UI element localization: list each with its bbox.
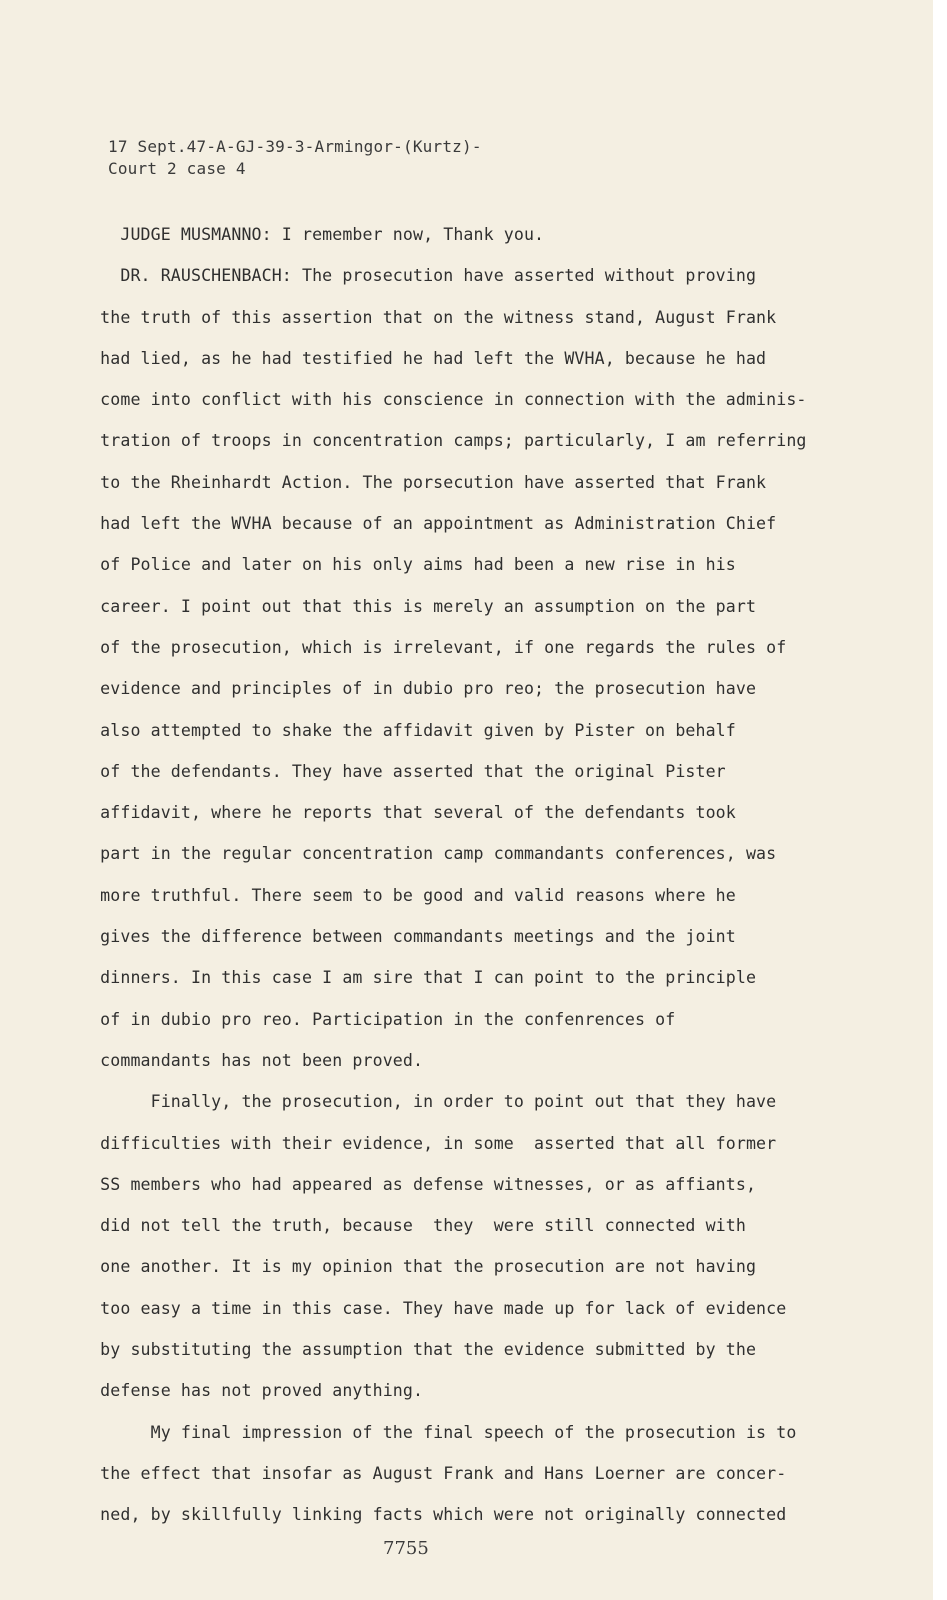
text-line: of in dubio pro reo. Participation in the confenrences of [80,1009,676,1029]
text-line: more truthful. There seem to be good and valid reasons where he [80,885,736,905]
text-line: commandants has not been proved. [80,1050,424,1070]
text-line: My final impression of the final speech of the prosecution is to [80,1422,797,1442]
text-line: had left the WVHA because of an appointment as Administration Chief [80,514,777,534]
transcript-body [80,214,840,1536]
text-line: evidence and principles of in dubio pro reo; the prosecution have [80,679,757,699]
text-line: come into conflict with his conscience in connection with the adminis- [80,390,807,410]
text-line: the truth of this assertion that on the witness stand, August Frank [80,307,777,327]
text-line: difficulties with their evidence, in some asserted that all former [80,1133,777,1153]
page-number: 7755 [383,1538,429,1559]
text-line: gives the difference between commandants meetings and the joint [80,927,736,947]
text-line: dinners. In this case I am sire that I can point to the principle [80,968,757,988]
text-line: tration of troops in concentration camps; particularly, I am referring [80,431,807,451]
text-line: affidavit, where he reports that several of the defendants took [80,803,736,823]
text-line: SS members who had appeared as defense witnesses, or as affiants, [80,1174,757,1194]
text-line: part in the regular concentration camp commandants conferences, was [80,844,777,864]
text-line: ned, by skillfully linking facts which were not originally connected [80,1505,787,1525]
text-line: of the prosecution, which is irrelevant, if one regards the rules of [80,637,787,657]
text-line: of Police and later on his only aims had been a new rise in his [80,555,736,575]
page-edge [933,0,947,1600]
text-line: career. I point out that this is merely an assumption on the part [80,596,757,616]
text-line: JUDGE MUSMANNO: I remember now, Thank you. [80,225,545,244]
text-line: DR. RAUSCHENBACH: The prosecution have asserted without proving [80,266,757,286]
document-header [108,136,482,180]
text-line: did not tell the truth, because they were still connected with [80,1216,746,1236]
text-line: to the Rheinhardt Action. The porsecution have asserted that Frank [80,472,767,492]
text-line: also attempted to shake the affidavit given by Pister on behalf [80,720,736,740]
text-line: defense has not proved anything. [80,1381,424,1401]
text-line: the effect that insofar as August Frank and Hans Loerner are concer- [80,1463,787,1483]
header-reference-line: 17 Sept.47-A-GJ-39-3-Armingor-(Kurtz)- [108,137,482,156]
text-line: too easy a time in this case. They have made up for lack of evidence [80,1298,787,1318]
text-line: Finally, the prosecution, in order to point out that they have [80,1092,777,1112]
text-line: of the defendants. They have asserted that the original Pister [80,761,726,781]
text-line: by substituting the assumption that the evidence submitted by the [80,1340,757,1360]
text-line: one another. It is my opinion that the prosecution are not having [80,1257,757,1277]
header-court-line: Court 2 case 4 [108,159,246,178]
text-line: had lied, as he had testified he had left the WVHA, because he had [80,348,767,368]
